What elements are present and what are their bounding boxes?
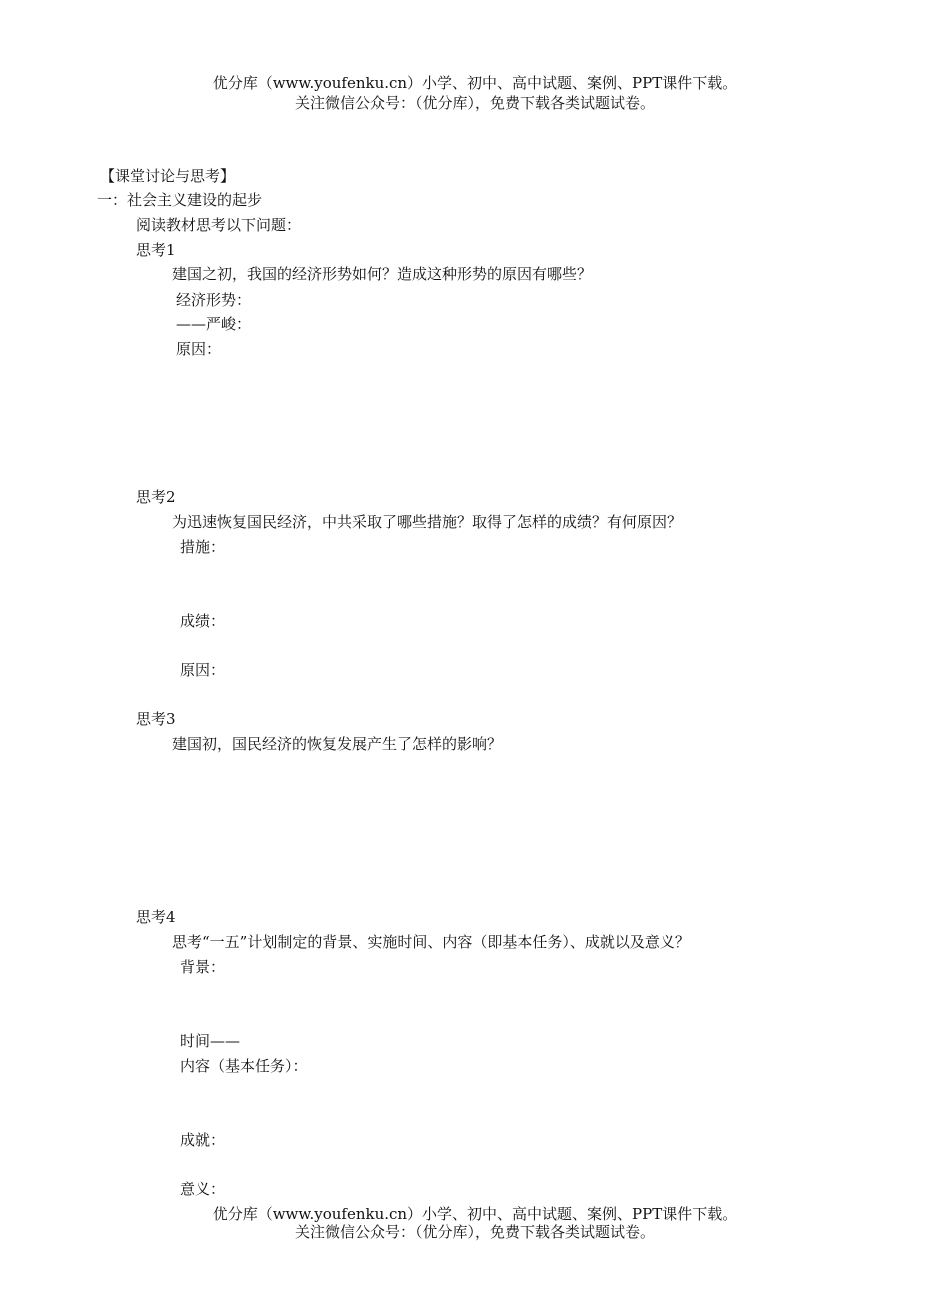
- q4-question: 思考“一五”计划制定的背景、实施时间、内容（即基本任务）、成就以及意义？: [172, 933, 690, 951]
- q2-reason: 原因：: [180, 661, 226, 679]
- q3-question: 建国初，国民经济的恢复发展产生了怎样的影响？: [172, 735, 503, 753]
- q1-label: 思考1: [136, 241, 176, 259]
- q1-question: 建国之初，我国的经济形势如何？造成这种形势的原因有哪些？: [172, 265, 593, 283]
- q4-content: 内容（基本任务）：: [180, 1057, 308, 1075]
- q1-situation: 经济形势：: [176, 291, 252, 309]
- q4-background: 背景：: [180, 958, 226, 976]
- header-line-2: 关注微信公众号：（优分库），免费下载各类试题试卷。: [294, 94, 655, 112]
- q2-label: 思考2: [136, 488, 176, 506]
- footer-line-2: 关注微信公众号：（优分库），免费下载各类试题试卷。: [294, 1223, 655, 1241]
- section-title: 【课堂讨论与思考】: [100, 167, 236, 185]
- part1-heading: 一：社会主义建设的起步: [97, 191, 263, 209]
- part1-instruction: 阅读教材思考以下问题：: [136, 216, 302, 234]
- footer-line-1: 优分库（www.youfenku.cn）小学、初中、高中试题、案例、PPT课件下载。: [212, 1205, 738, 1223]
- q2-results: 成绩：: [180, 612, 226, 630]
- q4-time: 时间——: [180, 1032, 241, 1050]
- q3-label: 思考3: [136, 710, 176, 728]
- q1-severe: ——严峻：: [176, 315, 252, 333]
- q1-reason: 原因：: [176, 340, 222, 358]
- q4-significance: 意义：: [180, 1180, 226, 1198]
- q4-label: 思考4: [136, 908, 176, 926]
- q2-question: 为迅速恢复国民经济，中共采取了哪些措施？取得了怎样的成绩？有何原因？: [172, 513, 683, 531]
- header-line-1: 优分库（www.youfenku.cn）小学、初中、高中试题、案例、PPT课件下载。: [212, 74, 738, 92]
- q2-measures: 措施：: [180, 538, 226, 556]
- q4-achievement: 成就：: [180, 1131, 226, 1149]
